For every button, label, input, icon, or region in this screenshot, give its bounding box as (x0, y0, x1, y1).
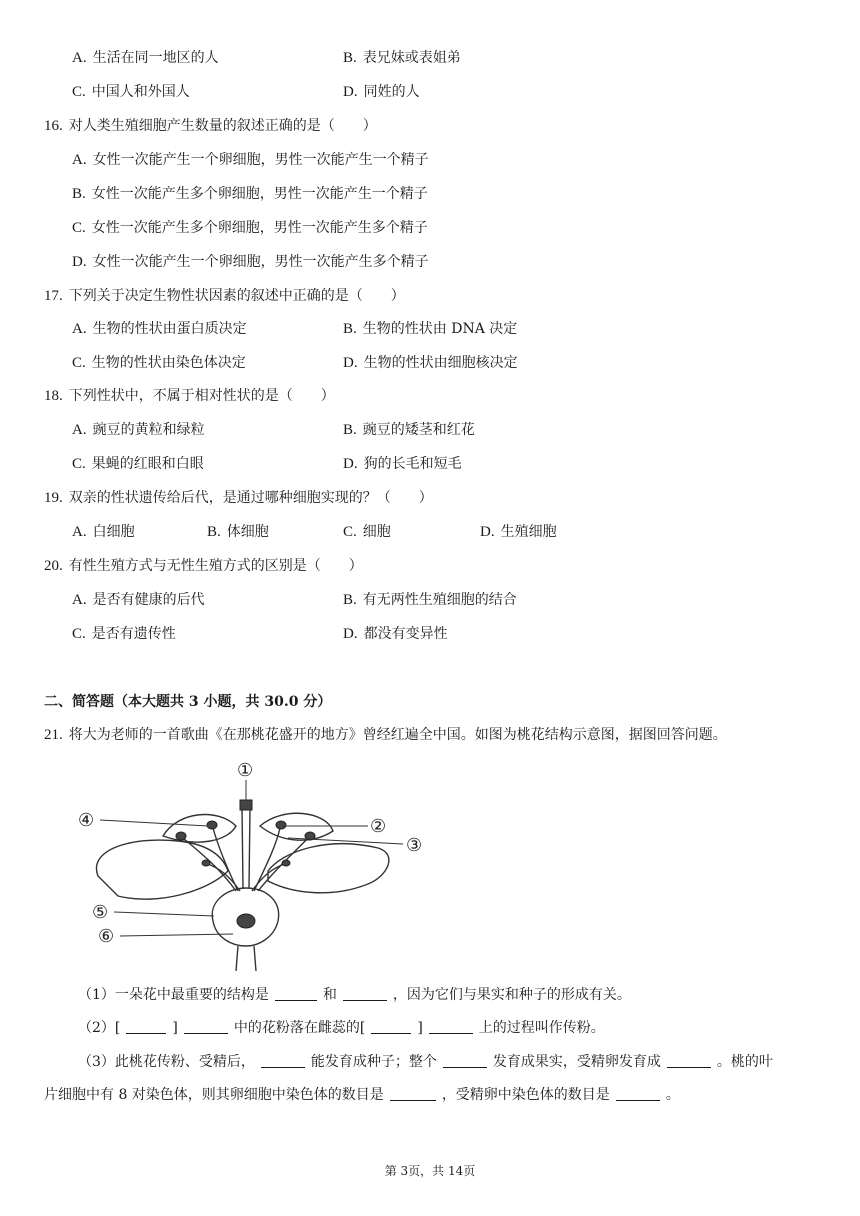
question-text: 对人类生殖细胞产生数量的叙述正确的是（ ） (68, 118, 377, 134)
option-letter: A. (72, 50, 87, 66)
option-text: 女性一次能产生多个卵细胞，男性一次能产生多个精子 (91, 220, 428, 236)
option-text: 女性一次能产生一个卵细胞，男性一次能产生多个精子 (92, 254, 429, 270)
option-text: 豌豆的矮茎和红花 (362, 422, 475, 438)
page-footer: 第 3页，共 14页 (384, 1164, 476, 1178)
option-letter: A. (72, 422, 87, 438)
ovule (237, 914, 255, 928)
question-text: 双亲的性状遗传给后代，是通过哪种细胞实现的？（ ） (68, 490, 433, 506)
peach-flower-diagram (68, 756, 448, 976)
q15-option-a (72, 48, 219, 68)
anther (282, 860, 290, 866)
text: 片细胞中有 8 对染色体，则其卵细胞中染色体的数目是 (44, 1087, 384, 1103)
option-text: 狗的长毛和短毛 (363, 456, 462, 472)
option-letter: B. (343, 50, 357, 66)
q21-part2 (78, 1018, 605, 1038)
pedicel (236, 946, 256, 971)
anther (276, 821, 286, 829)
label-3: ③ (406, 835, 423, 856)
option-letter: B. (343, 592, 357, 608)
option-text: 中国人和外国人 (91, 84, 190, 100)
option-letter: A. (72, 321, 87, 337)
q18-option-b (343, 420, 475, 440)
q20-option-d (343, 624, 448, 644)
q15-option-c (72, 82, 190, 102)
style (242, 808, 250, 888)
q21-part3-cont (44, 1085, 680, 1105)
question-number: 21. (44, 727, 63, 743)
option-text: 同姓的人 (363, 84, 420, 100)
answer-blank[interactable] (184, 1018, 228, 1034)
option-letter: C. (72, 626, 86, 642)
text: 。桃的叶 (716, 1054, 773, 1070)
q18-option-a (72, 420, 205, 440)
upper-right-petal (260, 813, 333, 840)
q19-option-d (480, 522, 557, 542)
question-number: 16. (44, 118, 63, 134)
option-letter: C. (72, 84, 86, 100)
option-text: 表兄妹或表姐弟 (362, 50, 461, 66)
text: 上的过程叫作传粉。 (478, 1020, 605, 1036)
q17-stem (44, 286, 405, 306)
section-heading: 二、简答题（本大题共 3 小题，共 30.0 分） (44, 694, 332, 710)
answer-blank[interactable] (443, 1052, 487, 1068)
q16-stem (44, 116, 377, 136)
option-text: 女性一次能产生多个卵细胞，男性一次能产生一个精子 (91, 186, 428, 202)
option-text: 生活在同一地区的人 (92, 50, 219, 66)
text: 中的花粉落在雌蕊的[ (233, 1020, 366, 1036)
option-text: 有无两性生殖细胞的结合 (362, 592, 517, 608)
option-text: 生物的性状由 DNA 决定 (362, 321, 518, 337)
answer-blank[interactable] (371, 1018, 411, 1034)
q20-option-a (72, 590, 205, 610)
text: ] (417, 1020, 423, 1036)
left-petal (96, 840, 228, 899)
q17-option-c (72, 353, 246, 373)
text: ，受精卵中染色体的数目是 (441, 1087, 610, 1103)
q20-option-b (343, 590, 517, 610)
option-text: 体细胞 (226, 524, 269, 540)
q19-option-b (207, 522, 269, 542)
answer-blank[interactable] (390, 1085, 436, 1101)
stamen (213, 828, 238, 891)
text: 能发育成种子；整个 (310, 1054, 437, 1070)
q16-option-a (72, 150, 429, 170)
q15-option-d (343, 82, 420, 102)
q21-stem (44, 725, 727, 745)
option-letter: D. (343, 355, 358, 371)
text: ] (172, 1020, 178, 1036)
q20-option-c (72, 624, 176, 644)
q16-option-b (72, 184, 428, 204)
option-letter: D. (343, 626, 358, 642)
option-letter: C. (72, 220, 86, 236)
option-text: 是否有遗传性 (91, 626, 176, 642)
q21-part1 (78, 985, 631, 1005)
text: 发育成果实，受精卵发育成 (492, 1054, 661, 1070)
q16-option-d (72, 252, 429, 272)
option-letter: D. (343, 456, 358, 472)
stamen (208, 864, 240, 891)
option-text: 细胞 (362, 524, 391, 540)
upper-left-petal (163, 815, 236, 843)
question-text: 有性生殖方式与无性生殖方式的区别是（ ） (68, 558, 363, 574)
q19-option-c (343, 522, 391, 542)
option-text: 是否有健康的后代 (92, 592, 205, 608)
option-letter: C. (343, 524, 357, 540)
text: （3）此桃花传粉、受精后， (78, 1054, 255, 1070)
anther (202, 860, 210, 866)
q17-option-a (72, 319, 247, 339)
option-letter: B. (207, 524, 221, 540)
option-letter: D. (72, 254, 87, 270)
text: 。 (665, 1087, 680, 1103)
q17-option-d (343, 353, 518, 373)
question-number: 19. (44, 490, 63, 506)
option-letter: A. (72, 524, 87, 540)
anther (176, 832, 186, 840)
option-text: 生物的性状由细胞核决定 (363, 355, 518, 371)
q17-option-b (343, 319, 517, 339)
q21-part3 (78, 1052, 773, 1072)
answer-blank[interactable] (261, 1052, 305, 1068)
answer-blank[interactable] (275, 985, 317, 1001)
option-letter: B. (343, 422, 357, 438)
question-number: 18. (44, 388, 63, 404)
text: 和 (322, 987, 337, 1003)
flower-drawing (96, 808, 388, 971)
option-letter: A. (72, 152, 87, 168)
question-text: 下列关于决定生物性状因素的叙述中正确的是（ ） (68, 288, 405, 304)
label-1: ① (237, 760, 254, 781)
option-text: 果蝇的红眼和白眼 (91, 456, 204, 472)
q15-option-b (343, 48, 461, 68)
stigma (240, 800, 252, 810)
anthers (176, 800, 315, 928)
stamen (254, 828, 280, 891)
option-letter: D. (480, 524, 495, 540)
option-letter: B. (72, 186, 86, 202)
answer-blank[interactable] (616, 1085, 660, 1101)
q19-option-a (72, 522, 135, 542)
question-text: 下列性状中，不属于相对性状的是（ ） (68, 388, 335, 404)
q19-stem (44, 488, 433, 508)
option-letter: A. (72, 592, 87, 608)
question-number: 20. (44, 558, 63, 574)
q20-stem (44, 556, 363, 576)
option-text: 生物的性状由蛋白质决定 (92, 321, 247, 337)
option-text: 女性一次能产生一个卵细胞，男性一次能产生一个精子 (92, 152, 429, 168)
leader-line-6 (120, 934, 233, 936)
option-letter: C. (72, 456, 86, 472)
leader-line-5 (114, 912, 214, 916)
label-6: ⑥ (98, 926, 115, 947)
q18-stem (44, 386, 335, 406)
answer-blank[interactable] (126, 1018, 166, 1034)
option-text: 豌豆的黄粒和绿粒 (92, 422, 205, 438)
option-letter: D. (343, 84, 358, 100)
text: （2）[ (78, 1020, 121, 1036)
anther (207, 821, 217, 829)
question-number: 17. (44, 288, 63, 304)
option-text: 生物的性状由染色体决定 (91, 355, 246, 371)
option-letter: C. (72, 355, 86, 371)
answer-blank[interactable] (343, 985, 387, 1001)
option-letter: B. (343, 321, 357, 337)
q18-option-c (72, 454, 204, 474)
right-petal (268, 844, 389, 893)
label-4: ④ (78, 810, 95, 831)
answer-blank[interactable] (429, 1018, 473, 1034)
label-2: ② (370, 816, 387, 837)
option-text: 生殖细胞 (500, 524, 557, 540)
option-text: 都没有变异性 (363, 626, 448, 642)
label-5: ⑤ (92, 902, 109, 923)
q18-option-d (343, 454, 462, 474)
answer-blank[interactable] (667, 1052, 711, 1068)
text: （1）一朵花中最重要的结构是 (78, 987, 269, 1003)
option-text: 白细胞 (92, 524, 135, 540)
leader-line-4 (100, 820, 208, 826)
text: ，因为它们与果实和种子的形成有关。 (392, 987, 631, 1003)
q16-option-c (72, 218, 428, 238)
question-text: 将大为老师的一首歌曲《在那桃花盛开的地方》曾经红遍全中国。如图为桃花结构示意图，据图回答问题。 (68, 727, 727, 743)
